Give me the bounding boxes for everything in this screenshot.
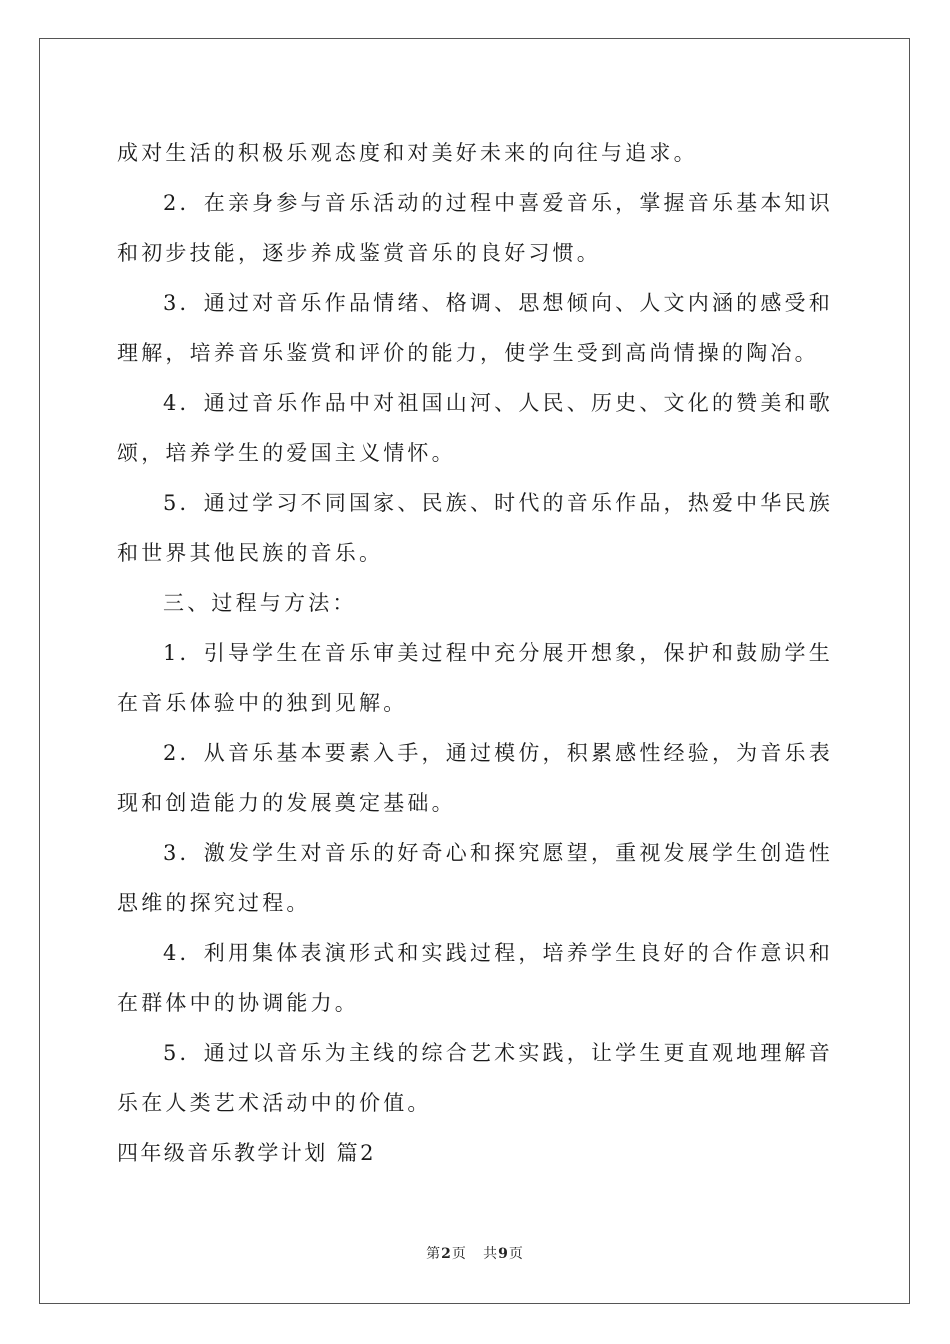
footer-suffix: 页 xyxy=(508,1246,524,1262)
paragraph-line: 5．通过以音乐为主线的综合艺术实践，让学生更直观地理解音 xyxy=(163,1041,833,1065)
paragraph-line: 2．从音乐基本要素入手，通过模仿，积累感性经验，为音乐表 xyxy=(163,741,833,765)
paragraph-line: 颂，培养学生的爱国主义情怀。 xyxy=(117,441,456,465)
paragraph-line: 成对生活的积极乐观态度和对美好未来的向往与追求。 xyxy=(117,141,698,165)
paragraph-line: 3．激发学生对音乐的好奇心和探究愿望，重视发展学生创造性 xyxy=(163,841,833,865)
paragraph-line: 理解，培养音乐鉴赏和评价的能力，使学生受到高尚情操的陶冶。 xyxy=(117,341,819,365)
paragraph-line: 在音乐体验中的独到见解。 xyxy=(117,691,408,715)
subsection-title: 三、过程与方法： xyxy=(163,591,357,615)
footer-mid: 页 共 xyxy=(451,1246,499,1262)
paragraph-line: 现和创造能力的发展奠定基础。 xyxy=(117,791,456,815)
footer-page-number: 2 xyxy=(441,1246,452,1262)
document-body xyxy=(117,128,837,1178)
paragraph-line: 4．利用集体表演形式和实践过程，培养学生良好的合作意识和 xyxy=(163,941,833,965)
paragraph-line: 和初步技能，逐步养成鉴赏音乐的良好习惯。 xyxy=(117,241,601,265)
footer-total-pages: 9 xyxy=(498,1246,509,1262)
paragraph-line: 思维的探究过程。 xyxy=(117,891,311,915)
paragraph-line: 和世界其他民族的音乐。 xyxy=(117,541,384,565)
paragraph-line: 2．在亲身参与音乐活动的过程中喜爱音乐，掌握音乐基本知识 xyxy=(163,191,833,215)
footer-prefix: 第 xyxy=(426,1246,442,1262)
paragraph-line: 1．引导学生在音乐审美过程中充分展开想象，保护和鼓励学生 xyxy=(163,641,833,665)
paragraph-line: 在群体中的协调能力。 xyxy=(117,991,359,1015)
paragraph-line: 乐在人类艺术活动中的价值。 xyxy=(117,1091,432,1115)
paragraph-line: 3．通过对音乐作品情绪、格调、思想倾向、人文内涵的感受和 xyxy=(163,291,833,315)
paragraph-line: 5．通过学习不同国家、民族、时代的音乐作品，热爱中华民族 xyxy=(163,491,833,515)
page-footer xyxy=(0,1243,950,1263)
paragraph-line: 4．通过音乐作品中对祖国山河、人民、历史、文化的赞美和歌 xyxy=(163,391,833,415)
section-heading: 四年级音乐教学计划 篇2 xyxy=(117,1141,376,1165)
